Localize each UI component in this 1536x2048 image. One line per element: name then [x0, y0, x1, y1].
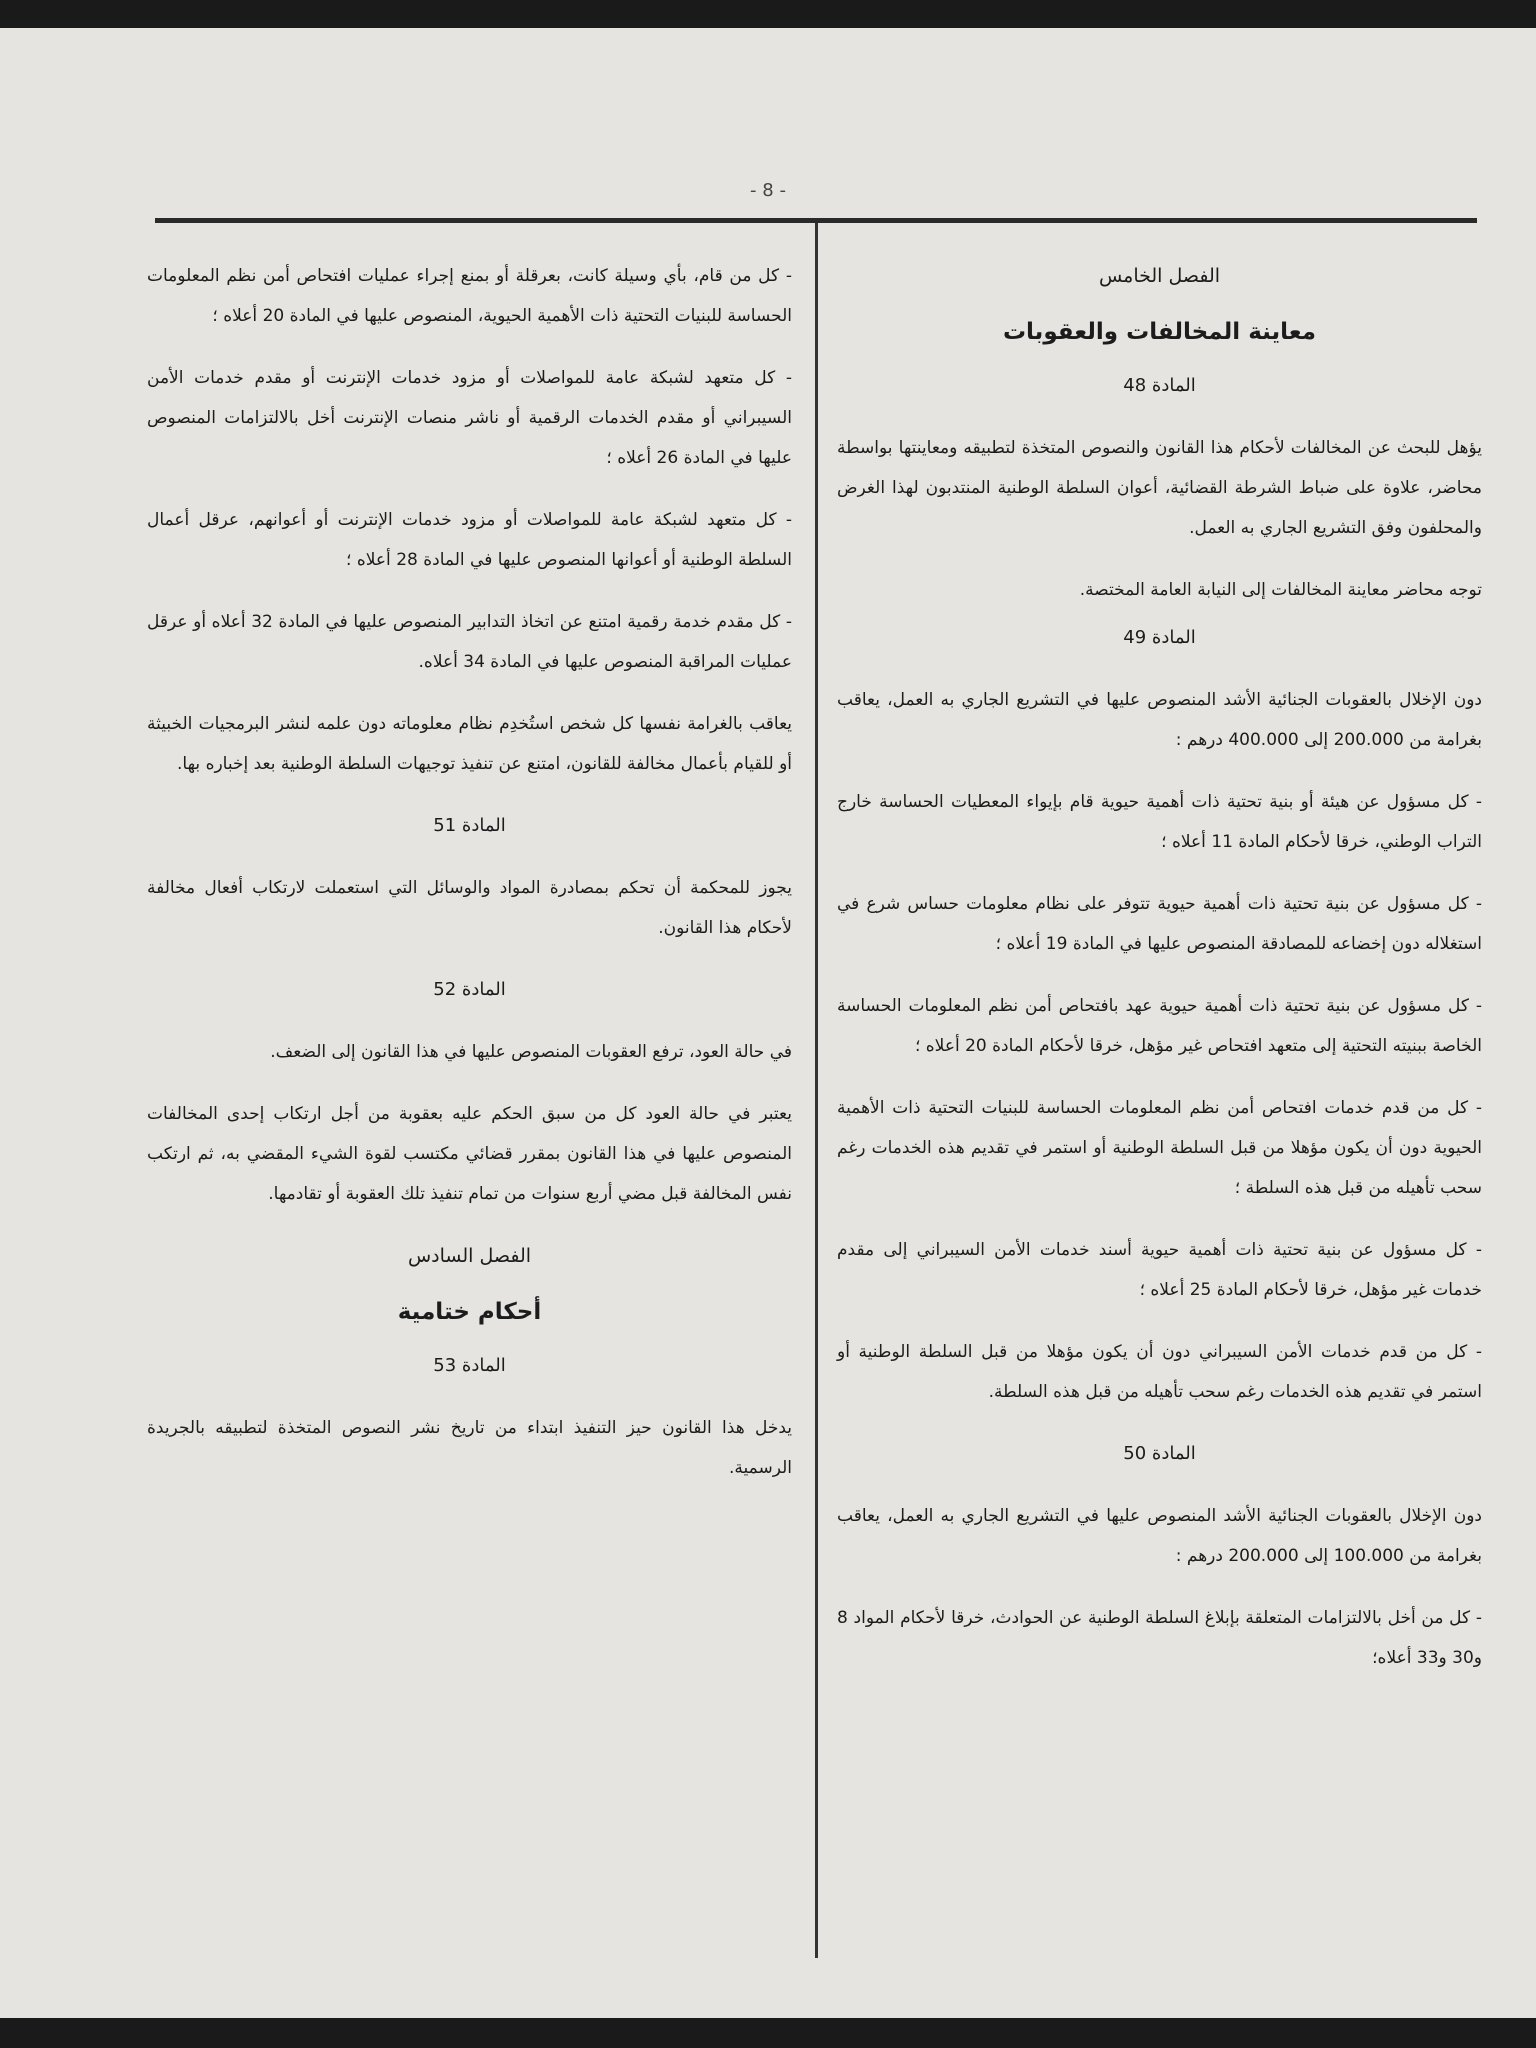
chapter-heading: الفصل الخامس [1098, 265, 1221, 287]
chapter-heading: الفصل السادس [407, 1245, 532, 1267]
paragraph: يؤهل للبحث عن المخالفات لأحكام هذا القانون والنصوص المتخذة لتطبيقه ومعاينتها بواسطة محاضر، علاوة على ضباط الشرطة القضائية، أعوان السلطة الوطنية المنتدبون لهذا الغرض والمحلفون وفق التشريع الجاري به العمل. [837, 438, 1482, 538]
list-item: - كل من قام، بأي وسيلة كانت، بعرقلة أو بمنع إجراء عمليات افتحاص أمن نظم المعلومات الحساسة للبنيات التحتية ذات الأهمية الحيوية، المنصوص عليها في المادة 20 أعلاه ؛ [147, 266, 792, 326]
article-heading: المادة 53 [433, 1355, 506, 1376]
chapter-title: معاينة المخالفات والعقوبات [1002, 319, 1317, 345]
article-heading: المادة 49 [1123, 627, 1196, 648]
list-item: - كل مسؤول عن بنية تحتية ذات أهمية حيوية عهد بافتحاص أمن نظم المعلومات الحساسة الخاصة ببنيته التحتية إلى متعهد افتحاص غير مؤهل، خرقا لأحكام المادة 20 أعلاه ؛ [837, 996, 1482, 1056]
paragraph: يدخل هذا القانون حيز التنفيذ ابتداء من تاريخ نشر النصوص المتخذة لتطبيقه بالجريدة الرسمية. [147, 1418, 792, 1478]
list-item: - كل متعهد لشبكة عامة للمواصلات أو مزود خدمات الإنترنت أو مقدم خدمات الأمن السيبراني أو مقدم الخدمات الرقمية أو ناشر منصات الإنترنت أخل بالالتزامات المنصوص عليها في المادة 26 أعلاه ؛ [147, 368, 792, 468]
paragraph: دون الإخلال بالعقوبات الجنائية الأشد المنصوص عليها في التشريع الجاري به العمل، يعاقب بغرامة من 200.000 إلى 400.000 درهم : [837, 690, 1482, 750]
document-page [0, 28, 1536, 2018]
paragraph: في حالة العود، ترفع العقوبات المنصوص عليها في هذا القانون إلى الضعف. [270, 1042, 792, 1062]
column-divider [815, 223, 818, 1958]
article-heading: المادة 52 [433, 979, 506, 1000]
left-column [147, 256, 792, 1510]
list-item: - كل مقدم خدمة رقمية امتنع عن اتخاذ التدابير المنصوص عليها في المادة 32 أعلاه أو عرقل عمليات المراقبة المنصوص عليها في المادة 34 أعلاه. [147, 612, 792, 672]
article-heading: المادة 48 [1123, 375, 1196, 396]
paragraph: يعتبر في حالة العود كل من سبق الحكم عليه بعقوبة من أجل ارتكاب إحدى المخالفات المنصوص عليها في هذا القانون بمقرر قضائي مكتسب لقوة الشيء المقضي به، ثم ارتكب نفس المخالفة قبل مضي أربع سنوات من تمام تنفيذ تلك العقوبة أو تقادمها. [147, 1104, 792, 1204]
page-number: - 8 - [750, 180, 786, 201]
list-item: - كل من قدم خدمات الأمن السيبراني دون أن يكون مؤهلا من قبل السلطة الوطنية أو استمر في تقديم هذه الخدمات رغم سحب تأهيله من قبل هذه السلطة. [837, 1342, 1482, 1402]
list-item: - كل مسؤول عن بنية تحتية ذات أهمية حيوية أسند خدمات الأمن السيبراني إلى مقدم خدمات غير مؤهل، خرقا لأحكام المادة 25 أعلاه ؛ [837, 1240, 1482, 1300]
paragraph: دون الإخلال بالعقوبات الجنائية الأشد المنصوص عليها في التشريع الجاري به العمل، يعاقب بغرامة من 100.000 إلى 200.000 درهم : [837, 1506, 1482, 1566]
list-item: - كل مسؤول عن بنية تحتية ذات أهمية حيوية تتوفر على نظام معلومات حساس شرع في استغلاله دون إخضاعه للمصادقة المنصوص عليها في المادة 19 أعلاه ؛ [837, 894, 1482, 954]
paragraph: يعاقب بالغرامة نفسها كل شخص استُخدِم نظام معلوماته دون علمه لنشر البرمجيات الخبيثة أو للقيام بأعمال مخالفة للقانون، امتنع عن تنفيذ توجيهات السلطة الوطنية بعد إخباره بها. [147, 714, 792, 774]
list-item: - كل متعهد لشبكة عامة للمواصلات أو مزود خدمات الإنترنت أو أعوانهم، عرقل أعمال السلطة الوطنية أو أعوانها المنصوص عليها في المادة 28 أعلاه ؛ [147, 510, 792, 570]
paragraph: يجوز للمحكمة أن تحكم بمصادرة المواد والوسائل التي استعملت لارتكاب أفعال مخالفة لأحكام هذا القانون. [147, 878, 792, 938]
article-heading: المادة 50 [1123, 1443, 1196, 1464]
list-item: - كل مسؤول عن هيئة أو بنية تحتية ذات أهمية حيوية قام بإيواء المعطيات الحساسة خارج التراب الوطني، خرقا لأحكام المادة 11 أعلاه ؛ [837, 792, 1482, 852]
list-item: - كل من قدم خدمات افتحاص أمن نظم المعلومات الحساسة للبنيات التحتية ذات الأهمية الحيوية دون أن يكون مؤهلا من قبل السلطة الوطنية أو استمر في تقديم هذه الخدمات رغم سحب تأهيله من قبل هذه السلطة ؛ [837, 1098, 1482, 1198]
paragraph: توجه محاضر معاينة المخالفات إلى النيابة العامة المختصة. [1079, 580, 1482, 600]
right-column [837, 256, 1482, 1700]
list-item: - كل من أخل بالالتزامات المتعلقة بإبلاغ السلطة الوطنية عن الحوادث، خرقا لأحكام المواد 8 و30 و33 أعلاه؛ [837, 1608, 1482, 1668]
chapter-title: أحكام ختامية [397, 1299, 542, 1325]
article-heading: المادة 51 [433, 815, 506, 836]
